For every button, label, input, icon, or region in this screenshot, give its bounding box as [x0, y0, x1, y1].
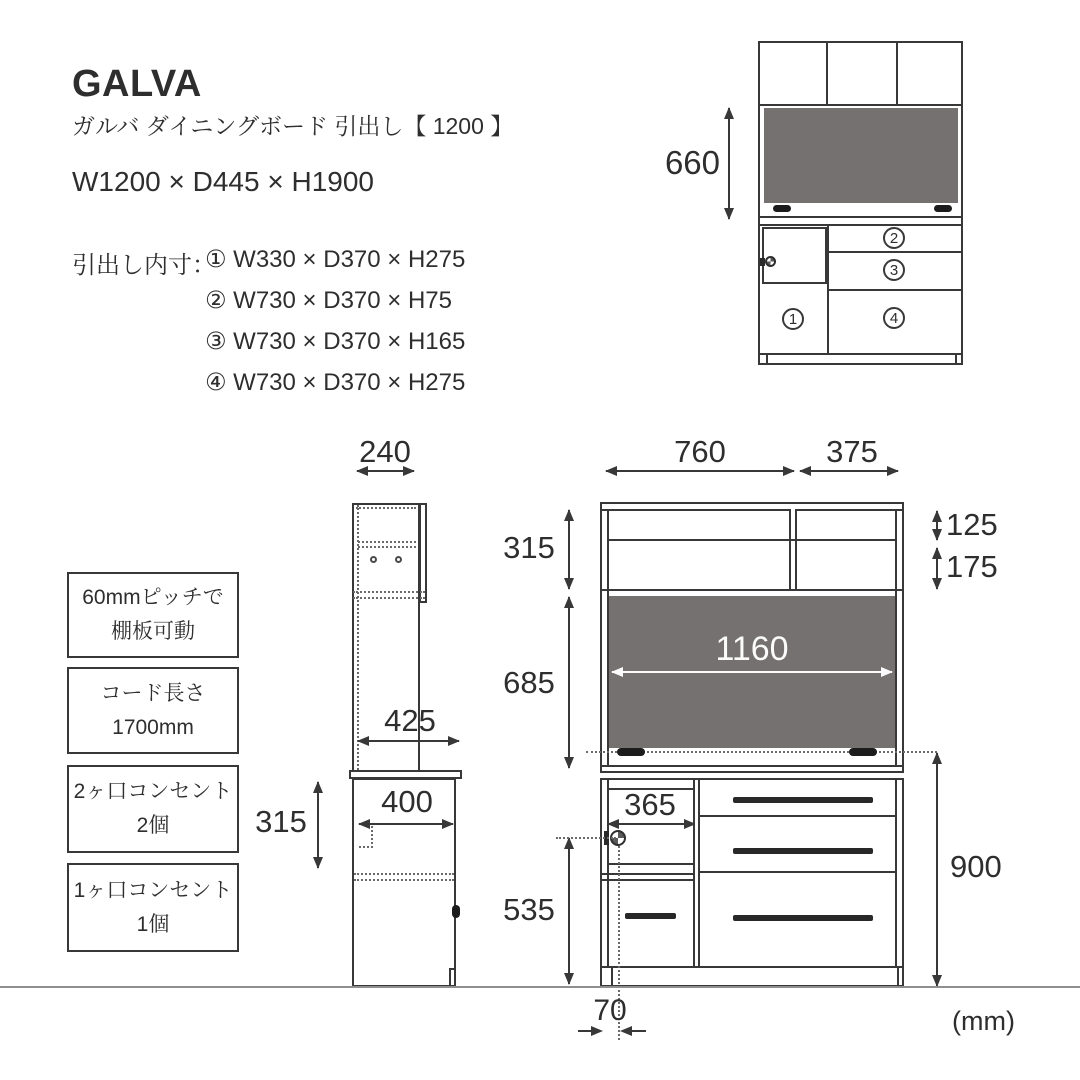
drawer-dim-row-2: ② W730 × D370 × H75 [205, 287, 452, 314]
plinth-tick [955, 355, 957, 365]
dim-label-375: 375 [826, 434, 878, 469]
info-box-outlet-2 [67, 765, 239, 853]
sliding-door-panel [764, 108, 958, 203]
door-bottom-line [602, 879, 699, 881]
door-bottom-line [602, 873, 699, 875]
base-divider [693, 780, 700, 968]
info-box-line: 1ヶ口コンセント [73, 878, 233, 902]
dim-label-125: 125 [946, 507, 998, 542]
dim-label-660: 660 [664, 144, 720, 181]
dim-70-arrowhead [620, 1026, 632, 1036]
overall-size: W1200 × D445 × H1900 [72, 166, 374, 197]
drawer-dim-row-1: ① W330 × D370 × H275 [205, 246, 466, 273]
drawer-divider-line [829, 289, 961, 291]
dim-label-900: 900 [950, 849, 1002, 884]
dim-arrow-315 [568, 510, 570, 589]
side-dotted-shelf [356, 507, 416, 509]
base-right-frame [895, 780, 897, 968]
drawer-divider-line [700, 815, 895, 817]
dim-label-425: 425 [384, 703, 436, 738]
info-box-line: 1700mm [112, 715, 194, 739]
sliding-door-handle [849, 748, 877, 756]
info-box-shelf-pitch [67, 572, 239, 658]
info-box-line: 60mmピッチで [82, 586, 224, 610]
info-box-line: 棚板可動 [111, 620, 195, 643]
drawer-dim-row-4: ④ W730 × D370 × H275 [205, 369, 466, 396]
info-box-outlet-1 [67, 863, 239, 952]
side-handle-nub [452, 905, 460, 918]
shelf-bottom-board [602, 589, 902, 591]
hutch-right-frame [895, 509, 897, 766]
drawer-handle-bar [733, 797, 873, 803]
sliding-door-handle [934, 205, 952, 212]
shelf-line [608, 539, 896, 541]
dim-arrow-425 [358, 740, 459, 742]
hutch-top-inner-line [602, 509, 902, 511]
plinth-tick [897, 968, 899, 985]
screw-icon [395, 556, 402, 563]
shelf-divider [789, 509, 797, 591]
dim-label-240: 240 [359, 434, 411, 469]
dim-arrow-125 [936, 511, 938, 540]
info-box-cord-length [67, 667, 239, 754]
side-dotted-shelf [354, 879, 454, 881]
dim-70-tail [578, 1030, 592, 1032]
plinth-tick [766, 355, 768, 365]
plinth-line [602, 966, 902, 968]
plinth-tick [611, 968, 613, 985]
sliding-door-handle [617, 748, 645, 756]
dim-label-365: 365 [624, 787, 676, 822]
side-dotted-shelf [353, 597, 425, 599]
drawer-handle-bar [625, 913, 676, 919]
dim-arrow-365 [608, 823, 695, 825]
info-box-line: 1個 [136, 912, 170, 936]
dim-label-1160: 1160 [715, 630, 789, 668]
counter-line [760, 224, 961, 226]
dim-70-arrowhead [591, 1026, 603, 1036]
dim-arrow-535 [568, 838, 570, 984]
dim-arrow-1160 [612, 671, 892, 673]
compartment-badge-1: 1 [782, 308, 804, 330]
dim-70-tail [632, 1030, 646, 1032]
dim-label-760: 760 [674, 434, 726, 469]
units-label: (mm) [952, 1006, 1015, 1036]
dim-label-315: 315 [503, 530, 555, 565]
drawer-handle-bar [733, 848, 873, 854]
screw-icon [370, 556, 377, 563]
dim-arrow-900 [936, 753, 938, 986]
dim-arrow-400 [359, 823, 453, 825]
page-title: GALVA [72, 63, 202, 105]
dim-arrow-660 [728, 108, 730, 219]
top-door-divider [826, 43, 828, 104]
dim-arrow-375 [800, 470, 898, 472]
sliding-door-handle [773, 205, 791, 212]
dim-label-70: 70 [593, 994, 627, 1027]
knob-level-dotted-line [556, 837, 616, 839]
side-dotted-shelf [358, 541, 416, 543]
info-box-line: 2ヶ口コンセント [73, 780, 233, 804]
drawer-divider-line [829, 251, 961, 253]
info-box-line: コード長さ [100, 681, 206, 705]
dim-label-685: 685 [503, 665, 555, 700]
dim-arrow-685 [568, 597, 570, 768]
side-dotted-shelf [354, 873, 454, 875]
dim-arrow-240 [357, 470, 414, 472]
drawer-handle-bar [733, 915, 873, 921]
dim-label-400: 400 [381, 784, 433, 819]
cord-hole-dotted [371, 826, 373, 848]
cord-hole-dotted [359, 846, 373, 848]
dim-label-315-side: 315 [255, 804, 307, 839]
side-dotted-shelf [358, 546, 416, 548]
product-subtitle: ガルバ ダイニングボード 引出し【 1200 】 [72, 113, 514, 139]
top-doors-bottom-line [760, 104, 961, 106]
drawer-divider-line [700, 871, 895, 873]
side-dotted-shelf [353, 591, 425, 593]
side-plinth-tick [449, 968, 451, 985]
top-door-divider [896, 43, 898, 104]
drawer-dims-label: 引出し内寸： [72, 252, 216, 279]
compartment-badge-3: 3 [883, 259, 905, 281]
side-plinth-line [449, 968, 456, 970]
plinth-line [760, 353, 961, 355]
dim-arrow-175 [936, 548, 938, 589]
dim-label-175: 175 [946, 549, 998, 584]
floor-line [0, 986, 1080, 988]
compartment-badge-4: 4 [883, 307, 905, 329]
hutch-bottom-board [760, 216, 961, 218]
compartment-badge-2: 2 [883, 227, 905, 249]
dim-arrow-315-side [317, 782, 319, 868]
hutch-bottom-board [602, 765, 902, 767]
door-knob-icon [765, 256, 776, 267]
info-box-line: 2個 [136, 814, 170, 837]
dim-arrow-760 [606, 470, 794, 472]
dim-label-535: 535 [503, 892, 555, 927]
drawer-dim-row-3: ③ W730 × D370 × H165 [205, 328, 466, 355]
side-back-panel [419, 503, 427, 603]
